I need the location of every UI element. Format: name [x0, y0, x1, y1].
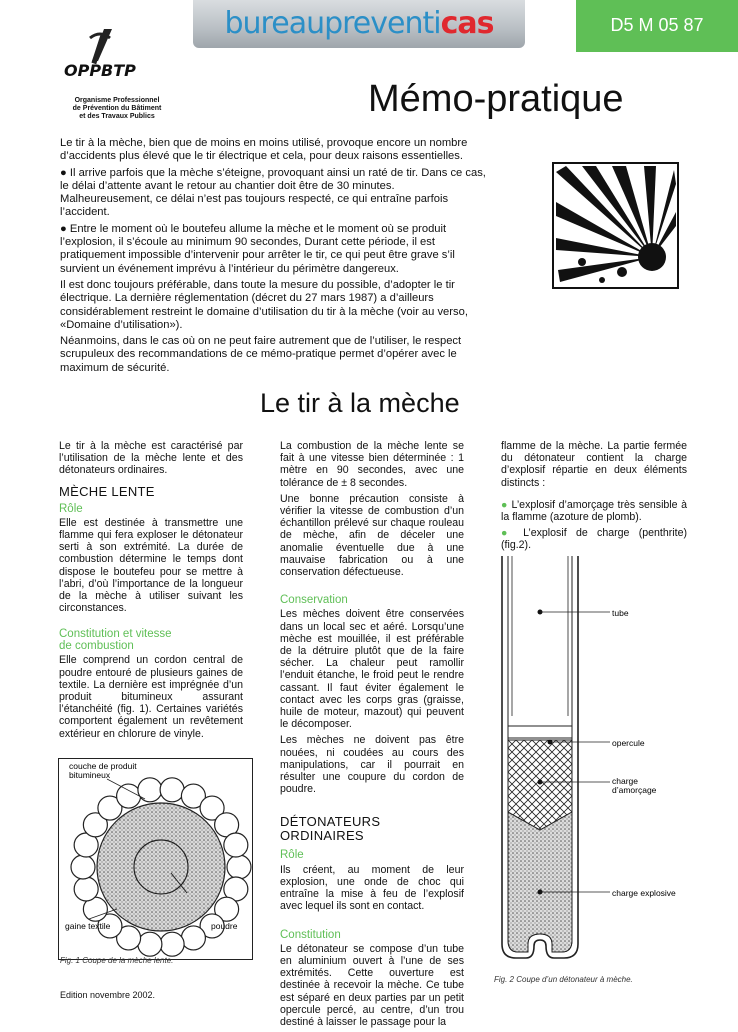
subheading-role: Rôle: [59, 502, 83, 515]
subheading-constitution: Constitution et vitesse de combustion: [59, 628, 172, 653]
textile-sheath-strand: [181, 926, 205, 950]
intro-paragraph: Le tir à la mèche, bien que de moins en moins utilisé, provoque encore un nombre d’accidents plus élevé que le tir électrique et cela, pour deux raisons essentielles.: [60, 137, 468, 163]
fig2-label-explosive-charge: charge explosive: [612, 888, 676, 898]
textile-sheath-strand: [138, 778, 162, 802]
fig1-label-textile: gaine textile: [65, 921, 111, 931]
textile-sheath-strand: [138, 932, 162, 956]
intro-bullet: ● Entre le moment où le boutefeu allume la mèche et le moment où se produit l’explosion, il s’écoule au minimum 90 secondes, Durant cette période, il est pratiquement impossible d’intervenir pour arrêter le tir, ce qui peut être grave s’il survient un événement imprévu à l’intérieur du périmètre dangereux.: [60, 222, 455, 275]
svg-text:bitumineux: bitumineux: [69, 770, 111, 780]
textile-sheath-strand: [227, 855, 251, 879]
column-2: La combustion de la mèche lente se fait à une vitesse bien déterminée : 1 mètre en 90 secondes, avec une tolérance de ± 8 secondes. Une bonne précaution consiste à vérifier la vitesse de combustion d’un échantillon prélevé sur chaque rouleau de mèche, afin de déceler une anomalie éventuelle due à une mauvaise fabrication ou à une conservation défectueuse. Conservation Les mèches doivent être conservées dans un local sec et aéré. Lorsqu’une mèche est mouillée, il est préférable de la détruire plutôt que de la faire sécher. La chaleur peut ramollir l’enduit étanche, le froid peut le rendre cassant. Il faut éviter également le contact avec les corps gras (graisse, huile de moteur, mazout) qui peuvent le décomposer. Les mèches ne doivent pas être nouées, ni coudées au cours des manipulations, car il pourrait en résulter une coupure du cordon de poudre. DÉTONATEURS ORDINAIRES Rôle Ils créent, au moment de leur explosion, une onde de choc qui entraîne la mise à feu de l’explosif avec lequel ils sont en contact. Constitution Le détonateur se compose d’un tube en aluminium ouvert à l’une de ses extrémités. Cette ouverture est destinée à recevoir la mèche. Ce tube est séparé en deux parties par un petit opercule percé, au centre, d’un trou destiné à laisser le passage pour la: [280, 440, 464, 1028]
intro-paragraph: Néanmoins, dans le cas où on ne peut faire autrement que de l’utiliser, le respect scrupuleux des recommandations de ce mémo-pratique permet d’opérer avec le maximum de sécurité.: [60, 335, 462, 374]
bullet-item: ● L’explosif d’amorçage très sensible à la flamme (azoture de plomb).: [501, 498, 687, 524]
page-title: Mémo-pratique: [368, 78, 624, 120]
figure-1-fuse-cross-section: [58, 758, 253, 960]
intro-paragraph: Il est donc toujours préférable, dans toute la mesure du possible, d’adopter le tir électrique. La dernière réglementation (décret du 27 mars 1987) a d’ailleurs considérablement restreint le domaine d’utilisation du tir à la mèche (voir au verso, «Domaine d’utilisation»).: [60, 278, 468, 331]
section-title: Le tir à la mèche: [260, 388, 460, 418]
fig1-label-bitumen: couche de produit: [69, 761, 137, 771]
textile-sheath-strand: [224, 833, 248, 857]
textile-sheath-strand: [71, 855, 95, 879]
column-3: flamme de la mèche. La partie fermée du détonateur contient la charge d’explosif répartie en deux éléments distincts : ● L’explosif d’amorçage très sensible à la flamme (azoture de plomb). ● L’explosif de charge (penthrite) (fig.2).: [501, 440, 687, 552]
svg-text:d’amorçage: d’amorçage: [612, 785, 657, 795]
section-heading-detonateurs: DÉTONATEURS ORDINAIRES: [280, 814, 381, 844]
subheading-conservation: Conservation: [280, 594, 348, 607]
column-1: Le tir à la mèche est caractérisé par l’utilisation de la mèche lente et des détonateurs ordinaires. MÈCHE LENTE Rôle Elle est destinée à transmettre une flamme qui fera exploser le détonateur serti à son extrémité. La durée de combustion détermine le temps dont dispose le boutefeu pour se mettre à l’abri, d’où l’importance de la longueur de la mèche à utiliser suivant les circonstances. Constitution et vitesse de combustion Elle comprend un cordon central de poudre entouré de plusieurs gaines de textile. La dernière est imprégnée d’un produit bitumineux assurant l’étanchéité (fig. 1). Certaines variétés comportent également un revêtement extérieur en chlorure de vinyle.: [59, 440, 243, 740]
intro-bullet: ● Il arrive parfois que la mèche s’éteigne, provoquant ainsi un raté de tir. Dans ce cas, le délai d’attente avant le retour au chantier doit être de 30 minutes. Malheureusement, ce délai n’est pas toujours respecté, ce qui entraîne parfois l’accident.: [60, 166, 486, 219]
section-heading-meche-lente: MÈCHE LENTE: [59, 483, 155, 499]
subheading-role: Rôle: [280, 849, 304, 862]
fig2-label-opercule: opercule: [612, 738, 645, 748]
organisation-name: Organisme Professionnel de Prévention du Bâtiment et des Travaux Publics: [72, 97, 162, 120]
textile-sheath-strand: [160, 778, 184, 802]
fig1-label-powder: poudre: [211, 921, 238, 931]
oppbtp-logo: [62, 24, 172, 94]
textile-sheath-strand: [117, 784, 141, 808]
bullet-item: ● L’explosif de charge (penthrite) (fig.2).: [501, 527, 687, 552]
textile-sheath-strand: [160, 932, 184, 956]
subheading-constitution: Constitution: [280, 928, 341, 941]
site-banner: [193, 0, 525, 48]
explosive-hazard-pictogram: [552, 162, 679, 289]
edition-footer: Edition novembre 2002.: [60, 990, 156, 1000]
figure-1-caption: Fig. 1 Coupe de la mèche lente.: [60, 956, 174, 965]
banner-wordmark: bureaupreventicas: [224, 6, 494, 41]
svg-text:OPPBTP: OPPBTP: [64, 61, 136, 80]
textile-sheath-strand: [74, 877, 98, 901]
fig2-label-tube: tube: [612, 608, 629, 618]
fig2-label-priming-charge: charge: [612, 776, 638, 786]
figure-2-caption: Fig. 2 Coupe d’un détonateur à mèche.: [494, 975, 633, 984]
figure-2-detonator-cross-section: [492, 556, 692, 971]
document-code: D5 M 05 87: [576, 0, 738, 52]
intro-text: [60, 137, 488, 378]
